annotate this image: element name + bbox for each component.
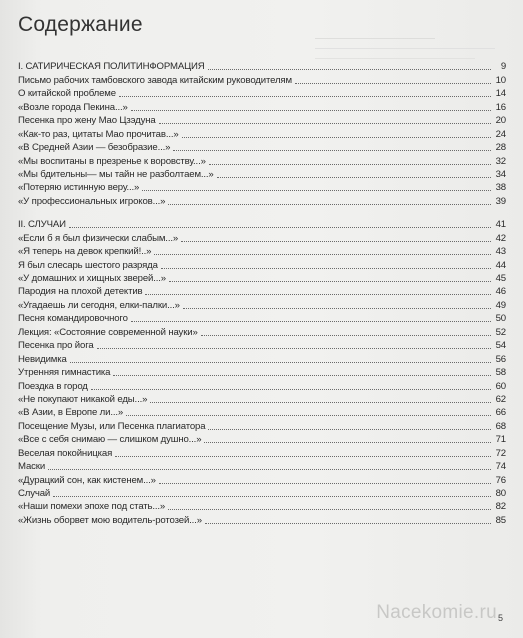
dot-leader [113,375,491,376]
toc-entry[interactable] [18,72,506,85]
entry-title: «Жизнь оборвет мою водитель-ротозей...» [18,514,202,526]
entry-title: Лекция: «Состояние современной науки» [18,326,198,338]
entry-title: Посещение Музы, или Песенка плагиатора [18,420,206,432]
dot-leader [204,442,491,443]
entry-page-number: 58 [495,367,506,379]
toc-entry[interactable] [18,311,506,324]
dot-leader [168,204,491,205]
dot-leader [182,137,491,138]
entry-title: «Мы воспитаны в презренье к воровству...» [18,155,206,167]
entry-title: О китайской проблеме [18,88,116,100]
entry-page-number: 45 [495,273,506,284]
entry-page-number: 16 [495,101,506,113]
toc-entry[interactable] [18,324,506,337]
dot-leader [91,389,491,390]
entry-page-number: 44 [495,259,506,271]
entry-page-number: 20 [495,115,506,127]
toc-entry[interactable] [18,499,506,512]
dot-leader [69,227,491,228]
entry-title: «Все с себя снимаю — слишком душно...» [18,434,202,446]
entry-page-number: 39 [495,195,506,207]
dot-leader [183,308,491,309]
entry-title: Веселая покойницкая [18,447,113,459]
entry-title: Невидимка [18,353,67,365]
toc-entry[interactable] [18,472,506,485]
entry-title: Утренняя гимнастика [18,367,111,379]
entry-page-number: 42 [495,232,506,244]
toc-entry[interactable] [18,486,506,499]
entry-page-number: 74 [495,461,506,473]
entry-title: «Не покупают никакой еды...» [18,393,148,405]
entry-title: «В Азии, в Европе ли...» [18,407,124,419]
entry-page-number: 52 [495,326,506,338]
entry-title: «Потеряю истинную веру...» [18,182,140,194]
entry-page-number: 85 [495,514,506,526]
dot-leader [169,281,491,282]
toc-entry[interactable] [18,193,506,206]
dot-leader [48,469,491,470]
dot-leader [115,456,491,457]
entry-title: «Возле города Пекина...» [18,101,128,113]
entry-page-number: 56 [495,353,506,365]
toc-entry[interactable] [18,230,506,243]
entry-title: «Наши помехи эпохе под стать...» [18,501,166,513]
entry-page-number: 54 [495,340,506,352]
entry-title: I. САТИРИЧЕСКАЯ ПОЛИТИНФОРМАЦИЯ [18,61,205,73]
entry-title: Пародия на плохой детектив [18,286,143,298]
toc-entry[interactable] [18,445,506,458]
dot-leader [201,335,491,336]
entry-page-number: 62 [495,393,506,405]
entry-page-number: 10 [495,74,506,86]
toc-entry[interactable] [18,126,506,139]
entry-title: Случай [18,488,51,499]
dot-leader [97,348,491,349]
page-title: Содержание [18,13,143,36]
dot-leader [154,254,491,255]
entry-page-number: 28 [495,142,506,154]
entry-page-number: 50 [495,313,506,325]
entry-page-number: 14 [495,88,506,100]
entry-page-number: 49 [495,299,506,311]
entry-page-number: 41 [495,219,506,231]
dot-leader [145,294,491,295]
dot-leader [161,268,491,269]
entry-title: Маски [18,461,46,473]
entry-page-number: 38 [495,182,506,194]
entry-title: «У домашних и хищных зверей...» [18,273,166,284]
dot-leader [131,321,491,322]
dot-leader [70,362,491,363]
entry-page-number: 80 [495,488,506,499]
entry-title: Песенка про жену Мао Цзэдуна [18,115,156,127]
dot-leader [208,69,491,70]
watermark: Nacekomie.ru [376,602,497,623]
dot-leader [295,83,491,84]
entry-title: «Если б я был физически слабым...» [18,232,179,244]
entry-page-number: 24 [495,128,506,140]
toc-entry[interactable] [18,167,506,180]
toc-entry[interactable] [18,351,506,364]
dot-leader [131,110,491,111]
entry-page-number: 66 [495,407,506,419]
entry-title: Поездка в город [18,380,88,392]
toc-entry[interactable] [18,113,506,126]
entry-title: «Дурацкий сон, как кистенем...» [18,474,156,486]
dot-leader [53,496,491,497]
toc-entry[interactable] [18,392,506,405]
toc-entry[interactable] [18,257,506,270]
section-gap [18,207,506,217]
toc-entry[interactable] [18,99,506,112]
toc-entry[interactable] [18,459,506,472]
entry-page-number: 43 [495,246,506,258]
dot-leader [159,483,491,484]
table-of-contents [18,59,506,526]
toc-entry[interactable] [18,418,506,431]
dot-leader [217,177,491,178]
entry-title: «У профессиональных игроков...» [18,195,166,207]
entry-page-number: 68 [495,420,506,432]
dot-leader [119,96,491,97]
toc-entry[interactable] [18,244,506,257]
page-number: 5 [497,613,503,623]
toc-entry[interactable] [18,338,506,351]
section-heading[interactable] [18,59,506,72]
entry-title: «Мы бдительны— мы тайн не разболтаем...» [18,168,214,180]
dot-leader [209,164,491,165]
entry-page-number: 9 [500,61,506,73]
toc-entry[interactable] [18,405,506,418]
entry-title: «Как-то раз, цитаты Мао прочитав...» [18,128,179,140]
section-heading[interactable] [18,217,506,230]
entry-title: II. СЛУЧАИ [18,219,66,231]
entry-page-number: 76 [495,474,506,486]
entry-page-number: 32 [495,155,506,167]
entry-page-number: 34 [495,168,506,180]
toc-entry[interactable] [18,297,506,310]
toc-entry[interactable] [18,512,506,525]
entry-page-number: 46 [495,286,506,298]
toc-entry[interactable] [18,180,506,193]
entry-title: «Я теперь на девок крепкий!..» [18,246,152,258]
toc-entry[interactable] [18,432,506,445]
dot-leader [159,123,491,124]
entry-title: Письмо рабочих тамбовского завода китайским руководителям [18,74,292,86]
toc-entry[interactable] [18,140,506,153]
entry-title: Песенка про йога [18,340,94,352]
entry-page-number: 71 [495,434,506,446]
dot-leader [126,415,491,416]
toc-entry[interactable] [18,365,506,378]
dot-leader [142,190,491,191]
toc-entry[interactable] [18,153,506,166]
entry-page-number: 60 [495,380,506,392]
entry-title: «В Средней Азии — безобразие...» [18,142,171,154]
dot-leader [181,241,491,242]
entry-title: Я был слесарь шестого разряда [18,259,158,271]
entry-page-number: 72 [495,447,506,459]
toc-entry[interactable] [18,86,506,99]
dot-leader [168,509,491,510]
dot-leader [173,150,491,151]
bleed-through-text [315,30,515,59]
dot-leader [208,429,491,430]
entry-title: «Угадаешь ли сегодня, елки-палки...» [18,299,180,311]
entry-page-number: 82 [495,501,506,513]
entry-title: Песня командировочного [18,313,128,325]
dot-leader [205,523,491,524]
toc-entry[interactable] [18,284,506,297]
dot-leader [150,402,491,403]
toc-entry[interactable] [18,378,506,391]
toc-entry[interactable] [18,271,506,284]
